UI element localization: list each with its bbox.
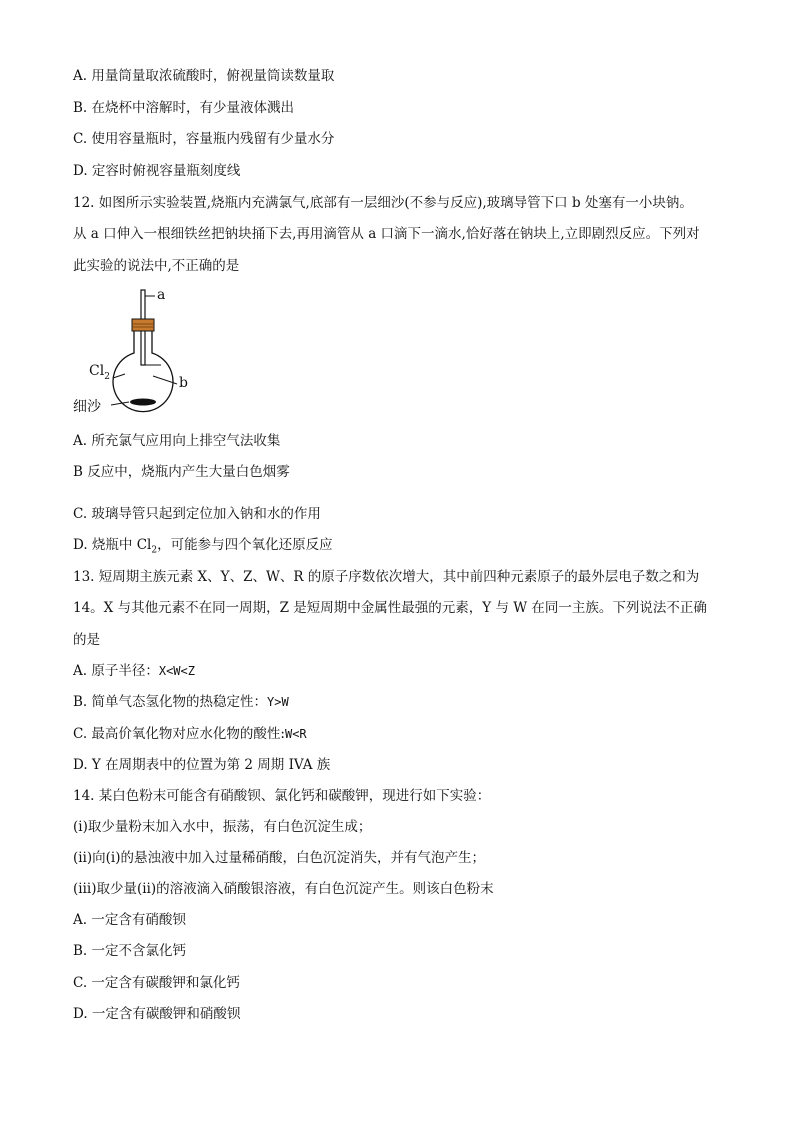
q12-option-c: C. 玻璃导管只起到定位加入钠和水的作用	[73, 506, 321, 522]
q11-option-c: C. 使用容量瓶时，容量瓶内残留有少量水分	[73, 131, 335, 147]
q11-option-d: D. 定容时俯视容量瓶刻度线	[73, 163, 241, 179]
q14-step1: (ⅰ)取少量粉末加入水中，振荡，有白色沉淀生成；	[73, 819, 372, 835]
q13-option-d: D. Y 在周期表中的位置为第 2 周期 IVA 族	[73, 757, 331, 773]
q12-option-d: D. 烧瓶中 $Cl_2$，可能参与四个氧化还原反应	[73, 537, 333, 556]
flask-apparatus-figure	[73, 288, 203, 413]
rubber-stopper	[132, 319, 154, 331]
q14-option-a: A. 一定含有硝酸钡	[73, 912, 186, 928]
q14-option-b: B. 一定不含氯化钙	[73, 943, 187, 959]
q14-step2: (ⅱ)向(ⅰ)的悬浊液中加入过量稀硝酸，白色沉淀消失，并有气泡产生；	[73, 850, 486, 866]
q14-option-d: D. 一定含有碳酸钾和硝酸钡	[73, 1006, 241, 1022]
q12-option-a: A. 所充氯气应用向上排空气法收集	[73, 433, 281, 449]
q12-stem-line1: 12. 如图所示实验装置,烧瓶内充满氯气,底部有一层细沙(不参与反应),玻璃导管下口 b 处塞有一小块钠。	[73, 195, 693, 211]
q12-stem-line3: 此实验的说法中,不正确的是	[73, 258, 240, 274]
label-cl-leader	[113, 374, 125, 378]
q13-stem-line2: 14。X 与其他元素不在同一周期，Z 是短周期中金属性最强的元素，Y 与 W 在同一主族。下列说法不正确	[73, 600, 707, 616]
q12-stem-line2: 从 a 口伸入一根细铁丝把钠块捅下去,再用滴管从 a 口滴下一滴水,恰好落在钠块上,立即剧烈反应。下列对	[73, 226, 700, 242]
q14-step3: (ⅲ)取少量(ⅱ)的溶液滴入硝酸银溶液，有白色沉淀产生。则该白色粉末	[73, 881, 494, 897]
label-b: b	[179, 375, 188, 391]
q13-option-c: C. 最高价氧化物对应水化物的酸性:W<R	[73, 726, 307, 742]
fine-sand	[130, 399, 156, 406]
label-a: a	[157, 287, 166, 303]
q13-stem-line3: 的是	[73, 632, 100, 648]
q12-option-b: B 反应中，烧瓶内产生大量白色烟雾	[73, 464, 290, 480]
q13-option-a: A. 原子半径：X<W<Z	[73, 663, 195, 679]
q14-stem: 14. 某白色粉末可能含有硝酸钡、氯化钙和碳酸钾，现进行如下实验：	[73, 788, 491, 804]
q14-option-c: C. 一定含有碳酸钾和氯化钙	[73, 975, 240, 991]
q13-option-b: B. 简单气态氢化物的热稳定性：Y>W	[73, 694, 289, 710]
label-sand-leader	[111, 402, 129, 405]
label-cl2: $Cl_2$	[89, 363, 110, 382]
flask-diagram	[73, 288, 203, 413]
q13-stem-line1: 13. 短周期主族元素 X、Y、Z、W、R 的原子序数依次增大，其中前四种元素原子的最外层电子数之和为	[73, 569, 700, 585]
q11-option-a: A. 用量筒量取浓硫酸时，俯视量筒读数量取	[73, 68, 335, 84]
label-fine-sand: 细沙	[73, 399, 101, 415]
q11-option-b: B. 在烧杯中溶解时，有少量液体溅出	[73, 100, 295, 116]
